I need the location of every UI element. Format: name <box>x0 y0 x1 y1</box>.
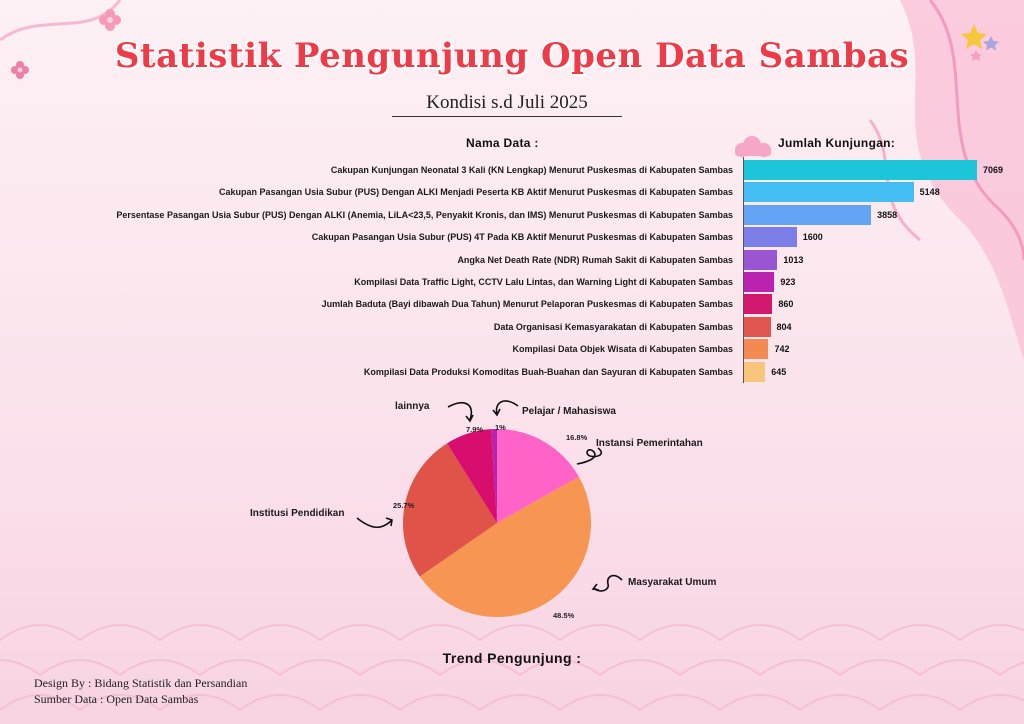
bar-label: Persentase Pasangan Usia Subur (PUS) Dengan ALKI (Anemia, LiLA<23,5, Penyakit Kronis, dan IMS) Menurut Puskesmas di Kabupaten Sambas <box>116 209 733 220</box>
bar-value-label: 1600 <box>802 232 823 243</box>
arrow-icon <box>594 576 622 591</box>
bar-label: Kompilasi Data Produksi Komoditas Buah-Buahan dan Sayuran di Kabupaten Sambas <box>363 366 733 377</box>
bar-value-label: 804 <box>776 321 792 332</box>
bar-value-label: 5148 <box>919 187 940 198</box>
footer-design-credit: Design By : Bidang Statistik dan Persandian <box>34 676 248 690</box>
arrow-icon <box>497 401 518 414</box>
arrow-icon <box>593 584 599 590</box>
footer-data-source: Sumber Data : Open Data Sambas <box>34 692 199 706</box>
pie-category-label: Masyarakat Umum <box>628 577 717 588</box>
pie-percent-label: 25.7% <box>393 501 415 510</box>
bar-label: Data Organisasi Kemasyarakatan di Kabupaten Sambas <box>493 321 733 332</box>
pie-percent-label: 16.8% <box>566 433 588 442</box>
arrow-icon <box>466 415 473 421</box>
pie-category-label: lainnya <box>395 401 430 412</box>
pie-percent-label: 1% <box>495 423 506 432</box>
bar-label: Angka Net Death Rate (NDR) Rumah Sakit di Kabupaten Sambas <box>457 254 733 265</box>
bar-label: Kompilasi Data Objek Wisata di Kabupaten Sambas <box>512 344 733 355</box>
bar-value-label: 1013 <box>783 254 804 265</box>
page-title: Statistik Pengunjung Open Data Sambas <box>114 36 910 76</box>
bar-label: Cakupan Kunjungan Neonatal 3 Kali (KN Lengkap) Menurut Puskesmas di Kabupaten Sambas <box>330 165 733 175</box>
page-subtitle: Kondisi s.d Juli 2025 <box>392 92 622 117</box>
bar-label: Cakupan Pasangan Usia Subur (PUS) Dengan ALKI Menjadi Peserta KB Aktif Menurut Puskesmas di Kabupaten Sambas <box>219 187 733 198</box>
bar-value-label: 860 <box>778 299 794 310</box>
arrow-icon <box>577 448 601 464</box>
bar-value-label: 7069 <box>983 165 1004 175</box>
bar-value-label: 923 <box>780 277 796 287</box>
pie-category-label: Institusi Pendidikan <box>250 508 345 519</box>
name-column-header: Nama Data : <box>466 136 539 150</box>
value-column-header: Jumlah Kunjungan: <box>778 136 896 150</box>
bar-value-label: 3858 <box>877 209 898 220</box>
bar-value-label: 645 <box>771 366 787 377</box>
bar-label: Jumlah Baduta (Bayi dibawah Dua Tahun) Menurut Pelaporan Puskesmas di Kabupaten Sambas <box>321 299 733 310</box>
pie-category-label: Instansi Pemerintahan <box>596 438 703 449</box>
bar-label: Cakupan Pasangan Usia Subur (PUS) 4T Pada KB Aktif Menurut Puskesmas di Kabupaten Sambas <box>311 232 733 243</box>
pie-percent-label: 7.9% <box>466 425 484 434</box>
bar-value-label: 742 <box>774 344 790 355</box>
bar-label: Kompilasi Data Traffic Light, CCTV Lalu Lintas, dan Warning Light di Kabupaten Sambas <box>354 277 733 287</box>
trend-title: Trend Pengunjung : <box>442 650 582 666</box>
arrow-icon <box>357 518 392 527</box>
pie-category-label: Pelajar / Mahasiswa <box>522 406 616 417</box>
pie-percent-label: 48.5% <box>553 611 575 620</box>
